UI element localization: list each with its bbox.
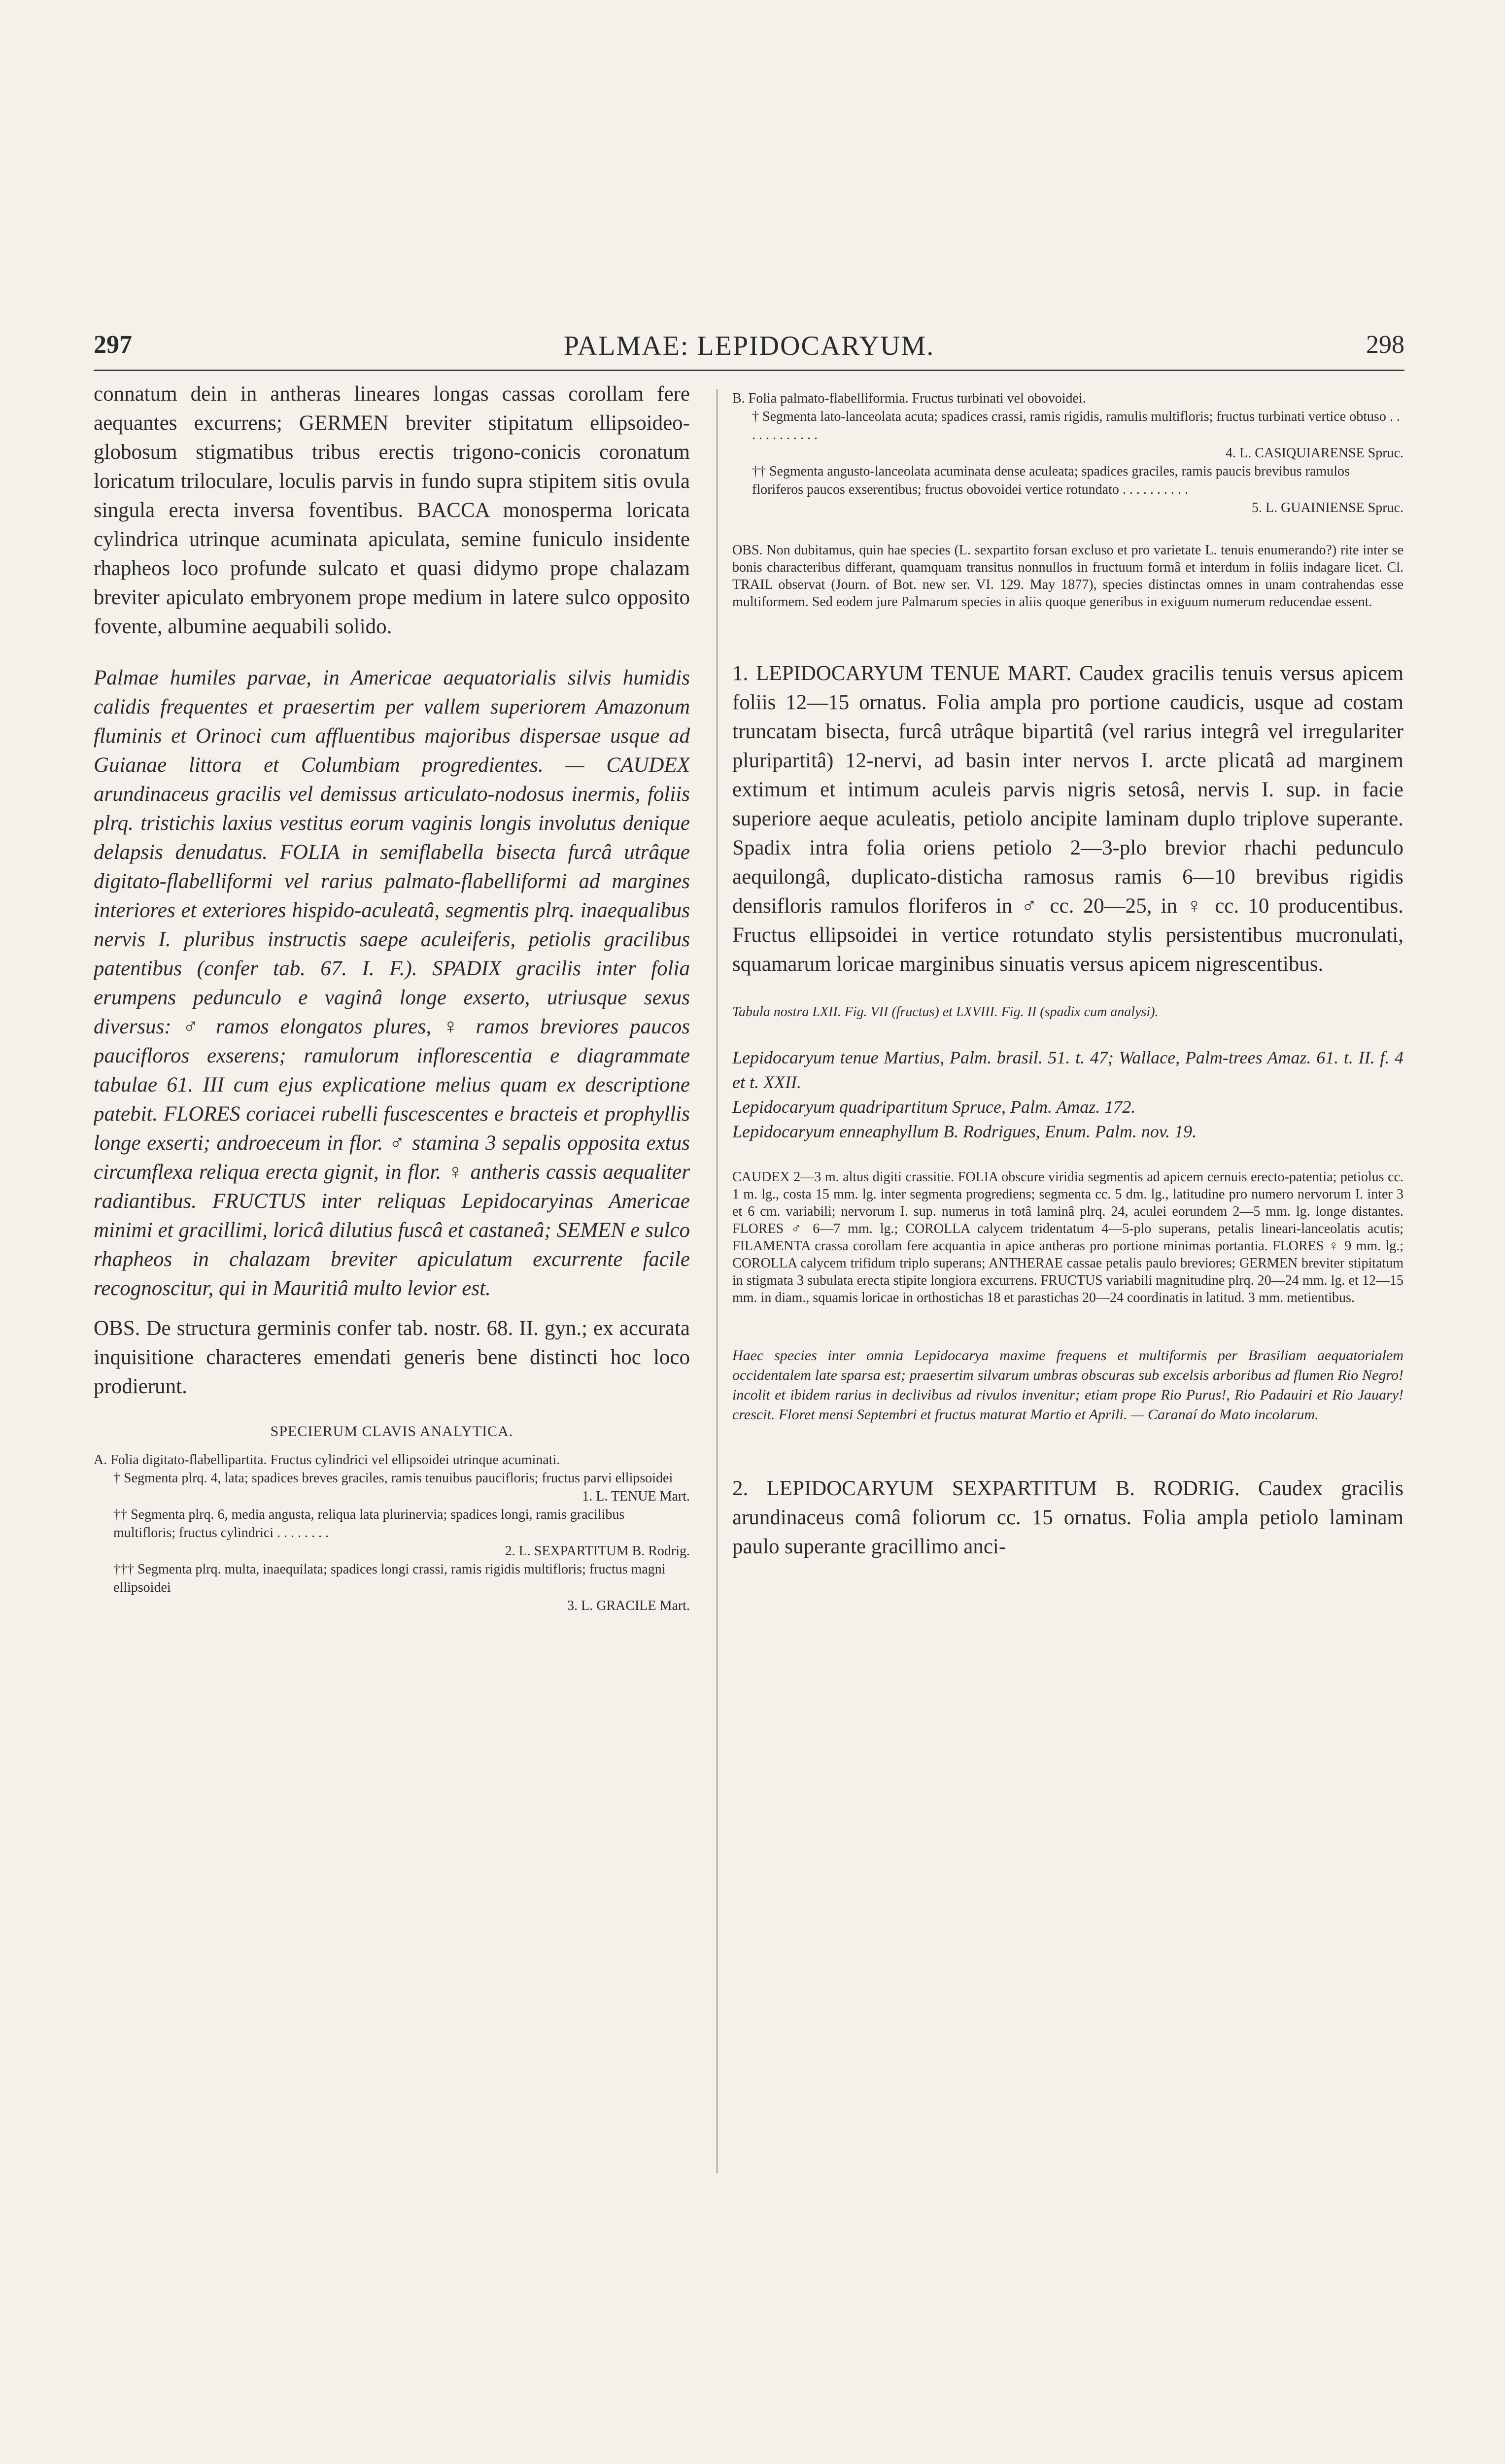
key-result-a2: 2. L. SEXPARTITUM B. Rodrig. (505, 1543, 690, 1559)
page-header (94, 330, 1404, 370)
key-entry-a: A. Folia digitato-flabellipartita. Fructus cylindrici vel ellipsoidei utrinque acuminati. (94, 1452, 560, 1468)
header-rule (94, 370, 1404, 371)
page-number-right: 298 (1366, 331, 1404, 359)
key-observation: OBS. Non dubitamus, quin hae species (L. sexpartito forsan excluso et pro varietate L. tenuis enumerando?) rite inter se bonis characteribus differant, quamquam transitus nonnullos in fructuum formâ et interdum in foliis indagare licet. Cl. TRAIL observat (Journ. of Bot. new ser. VI. 129. May 1877), species distinctas omnes in unam contrahendas esse multiformem. Sed eodem jure Palmarum species in aliis quoque generibus in exiguum numerum reducendae essent. (732, 543, 1403, 610)
key-entry-b1: † Segmenta lato-lanceolata acuta; spadices crassi, ramis rigidis, ramulis multifloris; fructus turbinati vertice obtuso . . . . . . . . . . . . (752, 409, 1400, 443)
key-result-a3: 3. L. GRACILE Mart. (567, 1598, 690, 1613)
genus-description-end: connatum dein in antheras lineares longas cassas corollam fere aequantes excurrens; GERMEN breviter stipitatum ellipsoideo-globosum stigmatibus tribus erectis trigono-conicis coronatum loricatum triloculare, loculis parvis in fundo supra stipitem sitis ovula singula erecta inversa foventibus. BACCA monosperma loricata cylindrica utrinque acuminata apiculata, semine funiculo insidente rhapheos loco profunde sulcato et quasi didymo prope chalazam breviter apiculato embryonem prope medium in latere sulco opposito fovente, albumine aequabili solido. (94, 382, 690, 638)
running-title: PALMAE: LEPIDOCARYUM. (563, 331, 935, 361)
key-entry-a2: †† Segmenta plrq. 6, media angusta, reliqua lata plurinervia; spadices longi, ramis gracilibus multifloris; fructus cylindrici . . . . . . . . (113, 1507, 625, 1540)
key-entry-b: B. Folia palmato-flabelliformia. Fructus turbinati vel obovoidei. (732, 391, 1086, 406)
key-entry-a1: † Segmenta plrq. 4, lata; spadices breves graciles, ramis tenuibus paucifloris; fructus parvi ellipsoidei (113, 1471, 673, 1486)
synonym-2: Lepidocaryum quadripartitum Spruce, Palm. Amaz. 172. (732, 1097, 1136, 1117)
genus-observation: OBS. De structura germinis confer tab. nostr. 68. II. gyn.; ex accurata inquisitione characteres emendati generis bene distincti hoc loco prodierunt. (94, 1317, 690, 1398)
key-entry-a3: ††† Segmenta plrq. multa, inaequilata; spadices longi crassi, ramis rigidis multifloris; fructus magni ellipsoidei (113, 1562, 666, 1595)
left-column (94, 379, 690, 2085)
plate-reference: Tabula nostra LXII. Fig. VII (fructus) et LXVIII. Fig. II (spadix cum analysi). (732, 1004, 1159, 1020)
key-result-b1: 4. L. CASIQUIARENSE Spruc. (1226, 445, 1403, 461)
page-number-left: 297 (94, 331, 132, 359)
species-2-description: 2. LEPIDOCARYUM SEXPARTITUM B. RODRIG. Caudex gracilis arundinaceus comâ foliorum cc. 15 ornatus. Folia ampla petiolo laminam paulo superante gracillimo anci- (732, 1477, 1403, 1558)
right-column (732, 389, 1403, 2094)
key-entry-b2: †† Segmenta angusto-lanceolata acuminata dense aculeata; spadices graciles, ramis paucis brevibus ramulos floriferos paucos exserentibus; fructus obovoidei vertice rotundato . . . . . . . . . . (752, 464, 1350, 497)
column-divider (717, 389, 718, 2173)
genus-habitat-paragraph: Palmae humiles parvae, in Americae aequatorialis silvis humidis calidis frequentes et praesertim per vallem superiorem Amazonum fluminis et Orinoci cum affluentibus majoribus dispersae usque ad Guianae littora et Columbiam progredientes. — CAUDEX arundinaceus gracilis vel demissus articulato-nodosus inermis, foliis plrq. tristichis laxius vestitus eorum vaginis longis involutus denique delapsis denudatus. FOLIA in semiflabella bisecta furcâ utrâque digitato-flabelliformi vel rarius palmato-flabelliformi ad margines interiores et exteriores hispido-aculeatâ, segmentis plrq. inaequalibus nervis I. pluribus instructis saepe aculeiferis, petiolis gracilibus patentibus (confer tab. 67. I. F.). SPADIX gracilis inter folia erumpens pedunculo e vaginâ longe exserto, utriusque sexus diversus: ♂ ramos elongatos plures, ♀ ramos breviores paucos paucifloros exserens; ramulorum inflorescentia e diagrammate tabulae 61. III cum ejus explicatione melius quam ex descriptione patebit. FLORES coriacei rubelli fuscescentes e bracteis et prophyllis longe exserti; androeceum in flor. ♂ stamina 3 sepalis opposita extus circumflexa reliqua erecta gignit, in flor. ♀ antheris cassis aequaliter radiantibus. FRUCTUS inter reliquas Lepidocaryinas Americae minimi et gracillimi, loricâ dilutius fuscâ et castaneâ; SEMEN e sulco rhapheos in chalazam breviter apiculatum excurrente facile recognoscitur, qui in Mauritiâ multo levior est. (94, 666, 690, 1300)
key-result-a1: 1. L. TENUE Mart. (582, 1489, 690, 1504)
key-result-b2: 5. L. GUAINIENSE Spruc. (1252, 500, 1403, 515)
synonym-3: Lepidocaryum enneaphyllum B. Rodrigues, Enum. Palm. nov. 19. (732, 1122, 1197, 1141)
key-title: SPECIERUM CLAVIS ANALYTICA. (270, 1423, 513, 1439)
species-1-details: CAUDEX 2—3 m. altus digiti crassitie. FOLIA obscure viridia segmentis ad apicem cernuis erecto-patentia; petiolus cc. 1 m. lg., costa 15 mm. lg. inter segmenta progrediens; segmenta cc. 5 dm. lg., latitudine pro numero nervorum I. inter 3 et 6 cm. variabili; nervorum I. sup. numerus in totâ laminâ plrq. 24, aculei eorundem 2—5 mm. lg. longe distantes. FLORES ♂ 6—7 mm. lg.; COROLLA calycem tridentatum 4—5-plo superans, petalis lineari-lanceolatis acutis; FILAMENTA crassa corollam fere acquantia in apice antheras pro portione minimas portantia. FLORES ♀ 9 mm. lg.; COROLLA calycem trifidum triplo superans; ANTHERAE cassae petalis paulo breviores; GERMEN breviter stipitatum in stigmata 3 subulata erecta stipite longiora excurrens. FRUCTUS variabili magnitudine plrq. 20—24 mm. lg. et 12—15 mm. in diam., squamis loricae in orthostichas 18 et parastichas 20—24 coordinatis in latitud. 3 mm. metientibus. (732, 1169, 1403, 1305)
species-1-description: 1. LEPIDOCARYUM TENUE MART. Caudex gracilis tenuis versus apicem foliis 12—15 ornatus. Folia ampla pro portione caudicis, usque ad costam truncatam bisecta, furcâ utrâque bipartitâ (vel rarius integrâ vel irregulariter pluripartitâ) 12-nervi, ad basin inter nervos I. arcte plicatâ ad marginem extimum et intimum aculeis parvis nigris setosâ, nervis I. sup. in facie superiore aeque aculeatis, petiolo ancipite laminam duplo triplove superante. Spadix intra folia oriens petiolo 2—3-plo brevior rhachi pedunculo aequilongâ, duplicato-disticha ramosus ramis 6—10 brevibus rigidis densifloris ramulos floriferos in ♂ cc. 20—25, in ♀ cc. 10 producentibus. Fructus ellipsoidei in vertice rotundato stylis persistentibus mucronulati, squamarum loricae marginibus sinuatis versus apicem nigrescentibus. (732, 662, 1403, 976)
synonym-1: Lepidocaryum tenue Martius, Palm. brasil. 51. t. 47; Wallace, Palm-trees Amaz. 61. t. II. f. 4 et t. XXII. (732, 1048, 1403, 1092)
species-1-habitat: Haec species inter omnia Lepidocarya maxime frequens et multiformis per Brasiliam aequatorialem occidentalem late sparsa est; praesertim silvarum umbras obscuras sub excelsis arboribus ad flumen Rio Negro! incolit et ibidem rarius in declivibus ad rivulos invenitur; etiam prope Rio Purus!, Rio Padauiri et Rio Jauary! crescit. Floret mensi Septembri et fructus maturat Martio et Aprili. — Caranaí do Mato incolarum. (732, 1347, 1403, 1423)
